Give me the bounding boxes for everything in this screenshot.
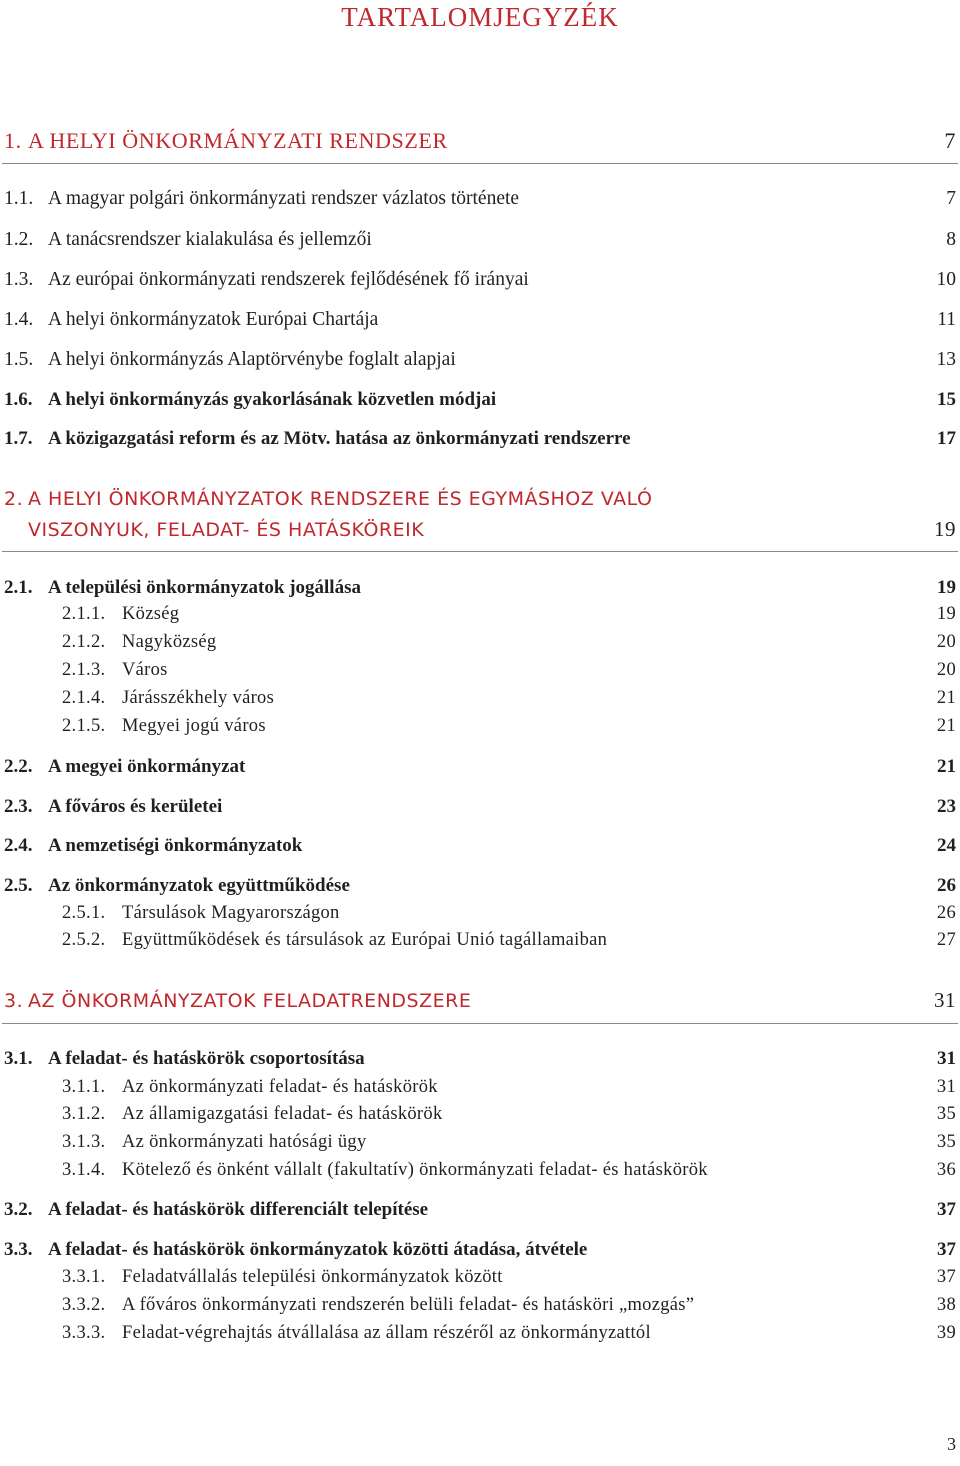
- entry-title: Megyei jogú város: [122, 716, 266, 736]
- entry-title: A helyi önkormányzás Alaptörvénybe foglalt alapjai: [48, 349, 456, 370]
- toc-entry[interactable]: [4, 1199, 956, 1221]
- chapter-divider: [2, 1023, 958, 1024]
- entry-number: 2.1.4.: [62, 688, 106, 708]
- entry-number: 3.1.1.: [62, 1077, 106, 1097]
- toc-entry[interactable]: [4, 1239, 956, 1261]
- entry-page: 21: [937, 756, 956, 777]
- entry-number: 3.1.: [4, 1048, 33, 1069]
- toc-chapter-2-line2[interactable]: [4, 517, 956, 542]
- entry-number: 1.5.: [4, 349, 34, 370]
- entry-number: 3.3.: [4, 1239, 33, 1260]
- entry-title: A települési önkormányzatok jogállása: [48, 577, 361, 598]
- entry-number: 3.1.3.: [62, 1132, 106, 1152]
- entry-title: A tanácsrendszer kialakulása és jellemzői: [48, 229, 372, 250]
- entry-title: A főváros önkormányzati rendszerén belüli feladat- és hatásköri „mozgás”: [122, 1295, 695, 1315]
- chapter-divider: [2, 163, 958, 164]
- toc-entry[interactable]: [4, 835, 956, 857]
- chapter-page: 7: [944, 128, 956, 153]
- toc-subentry[interactable]: [4, 1267, 956, 1288]
- entry-page: 13: [936, 349, 956, 370]
- entry-number: 2.2.: [4, 756, 33, 777]
- toc-entry[interactable]: [4, 577, 956, 599]
- chapter-page: 31: [934, 988, 956, 1012]
- toc-entry[interactable]: [4, 309, 956, 331]
- toc-subentry[interactable]: [4, 930, 956, 951]
- chapter-number: 3.: [4, 990, 24, 1012]
- entry-number: 3.3.1.: [62, 1267, 106, 1287]
- entry-page: 19: [936, 604, 956, 624]
- toc-subentry[interactable]: [4, 1295, 956, 1316]
- chapter-page: 19: [934, 517, 956, 541]
- entry-title: Járásszékhely város: [122, 688, 275, 708]
- chapter-title-line1: A HELYI ÖNKORMÁNYZATOK RENDSZERE ÉS EGYMÁSHOZ VALÓ: [28, 488, 653, 510]
- entry-number: 3.3.2.: [62, 1295, 106, 1315]
- toc-entry[interactable]: [4, 875, 956, 897]
- entry-page: 17: [937, 428, 956, 449]
- entry-page: 20: [936, 632, 956, 652]
- entry-number: 2.5.1.: [62, 903, 106, 923]
- entry-page: 11: [937, 309, 956, 330]
- entry-page: 10: [936, 269, 956, 290]
- toc-entry[interactable]: [4, 756, 956, 778]
- toc-subentry[interactable]: [4, 604, 956, 625]
- entry-title: Az önkormányzati hatósági ügy: [122, 1132, 367, 1152]
- entry-title: A magyar polgári önkormányzati rendszer vázlatos története: [48, 188, 520, 209]
- entry-page: 35: [936, 1104, 956, 1124]
- entry-number: 1.3.: [4, 269, 34, 290]
- entry-number: 3.3.3.: [62, 1323, 106, 1343]
- toc-chapter-2-line1[interactable]: [4, 488, 956, 510]
- entry-number: 1.6.: [4, 389, 33, 410]
- entry-title: A nemzetiségi önkormányzatok: [48, 835, 303, 856]
- chapter-divider: [2, 551, 958, 552]
- entry-number: 2.1.5.: [62, 716, 106, 736]
- entry-title: Az önkormányzati feladat- és hatáskörök: [122, 1077, 438, 1097]
- entry-title: Kötelező és önként vállalt (fakultatív) önkormányzati feladat- és hatáskörök: [122, 1160, 708, 1180]
- entry-page: 26: [937, 875, 956, 896]
- entry-page: 7: [946, 188, 956, 209]
- toc-subentry[interactable]: [4, 632, 956, 653]
- chapter-number: 1.: [4, 128, 22, 153]
- entry-page: 23: [937, 796, 956, 817]
- entry-page: 31: [937, 1048, 956, 1069]
- entry-title: Együttműködések és társulások az Európai Unió tagállamaiban: [122, 930, 608, 950]
- toc-entry[interactable]: [4, 1048, 956, 1070]
- toc-subentry[interactable]: [4, 660, 956, 681]
- entry-page: 35: [936, 1132, 956, 1152]
- chapter-title: AZ ÖNKORMÁNYZATOK FELADATRENDSZERE: [28, 990, 472, 1012]
- toc-entry[interactable]: [4, 229, 956, 251]
- toc-entry[interactable]: [4, 269, 956, 291]
- entry-page: 8: [946, 229, 956, 250]
- entry-title: A helyi önkormányzatok Európai Chartája: [48, 309, 379, 330]
- entry-number: 1.2.: [4, 229, 34, 250]
- entry-page: 36: [936, 1160, 956, 1180]
- page-number: 3: [947, 1434, 956, 1454]
- toc-subentry[interactable]: [4, 1323, 956, 1344]
- entry-number: 1.7.: [4, 428, 33, 449]
- toc-subentry[interactable]: [4, 903, 956, 924]
- entry-title: A főváros és kerületei: [48, 796, 223, 817]
- entry-number: 2.5.2.: [62, 930, 106, 950]
- entry-page: 26: [936, 903, 956, 923]
- entry-title: A feladat- és hatáskörök csoportosítása: [48, 1048, 365, 1069]
- entry-page: 24: [937, 835, 956, 856]
- entry-number: 2.4.: [4, 835, 33, 856]
- entry-number: 2.1.3.: [62, 660, 106, 680]
- entry-page: 39: [936, 1323, 956, 1343]
- toc-chapter-3[interactable]: [4, 988, 956, 1013]
- entry-page: 37: [937, 1239, 956, 1260]
- toc-subentry[interactable]: [4, 1160, 956, 1181]
- entry-number: 2.1.2.: [62, 632, 106, 652]
- entry-title: Az európai önkormányzati rendszerek fejlődésének fő irányai: [48, 269, 529, 290]
- toc-chapter-1[interactable]: [4, 128, 956, 154]
- entry-number: 2.1.1.: [62, 604, 106, 624]
- entry-title: A helyi önkormányzás gyakorlásának közvetlen módjai: [48, 389, 497, 410]
- entry-number: 3.1.4.: [62, 1160, 106, 1180]
- entry-number: 1.1.: [4, 188, 34, 209]
- entry-page: 19: [937, 577, 956, 598]
- entry-title: A közigazgatási reform és az Mötv. hatása az önkormányzati rendszerre: [48, 428, 631, 449]
- toc-subentry[interactable]: [4, 688, 956, 709]
- entry-number: 2.5.: [4, 875, 33, 896]
- entry-page: 20: [936, 660, 956, 680]
- entry-number: 3.2.: [4, 1199, 33, 1220]
- entry-page: 27: [936, 930, 956, 950]
- toc-subentry[interactable]: [4, 1077, 956, 1098]
- toc-subentry[interactable]: [4, 1132, 956, 1153]
- entry-title: A feladat- és hatáskörök differenciált telepítése: [48, 1199, 429, 1220]
- entry-title: A feladat- és hatáskörök önkormányzatok közötti átadása, átvétele: [48, 1239, 588, 1260]
- chapter-number: 2.: [4, 488, 24, 510]
- entry-page: 21: [936, 716, 956, 736]
- toc-entry[interactable]: [4, 188, 956, 210]
- toc-subentry[interactable]: [4, 1104, 956, 1125]
- entry-title: Feladatvállalás települési önkormányzatok között: [122, 1267, 503, 1287]
- toc-entry[interactable]: [4, 428, 956, 450]
- entry-page: 15: [937, 389, 956, 410]
- entry-page: 21: [936, 688, 956, 708]
- entry-page: 38: [936, 1295, 956, 1315]
- chapter-title: A HELYI ÖNKORMÁNYZATI RENDSZER: [28, 128, 448, 153]
- entry-page: 37: [937, 1199, 956, 1220]
- chapter-title-line2: VISZONYUK, FELADAT- ÉS HATÁSKÖREIK: [28, 519, 425, 541]
- entry-title: Az államigazgatási feladat- és hatáskörök: [122, 1104, 443, 1124]
- entry-title: Társulások Magyarországon: [122, 903, 340, 923]
- entry-page: 37: [936, 1267, 956, 1287]
- entry-number: 2.3.: [4, 796, 33, 817]
- entry-title: Az önkormányzatok együttműködése: [48, 875, 350, 896]
- entry-title: Nagyközség: [122, 632, 217, 652]
- toc-entry[interactable]: [4, 796, 956, 818]
- entry-page: 31: [936, 1077, 956, 1097]
- entry-title: Község: [122, 604, 180, 624]
- entry-number: 2.1.: [4, 577, 33, 598]
- entry-title: Város: [122, 660, 168, 680]
- toc-subentry[interactable]: [4, 716, 956, 737]
- page-title: TARTALOMJEGYZÉK: [341, 2, 619, 32]
- entry-title: A megyei önkormányzat: [48, 756, 246, 777]
- entry-number: 1.4.: [4, 309, 34, 330]
- entry-title: Feladat-végrehajtás átvállalása az állam részéről az önkormányzattól: [122, 1323, 651, 1343]
- toc-entry[interactable]: [4, 349, 956, 371]
- entry-number: 3.1.2.: [62, 1104, 106, 1124]
- toc-entry[interactable]: [4, 389, 956, 411]
